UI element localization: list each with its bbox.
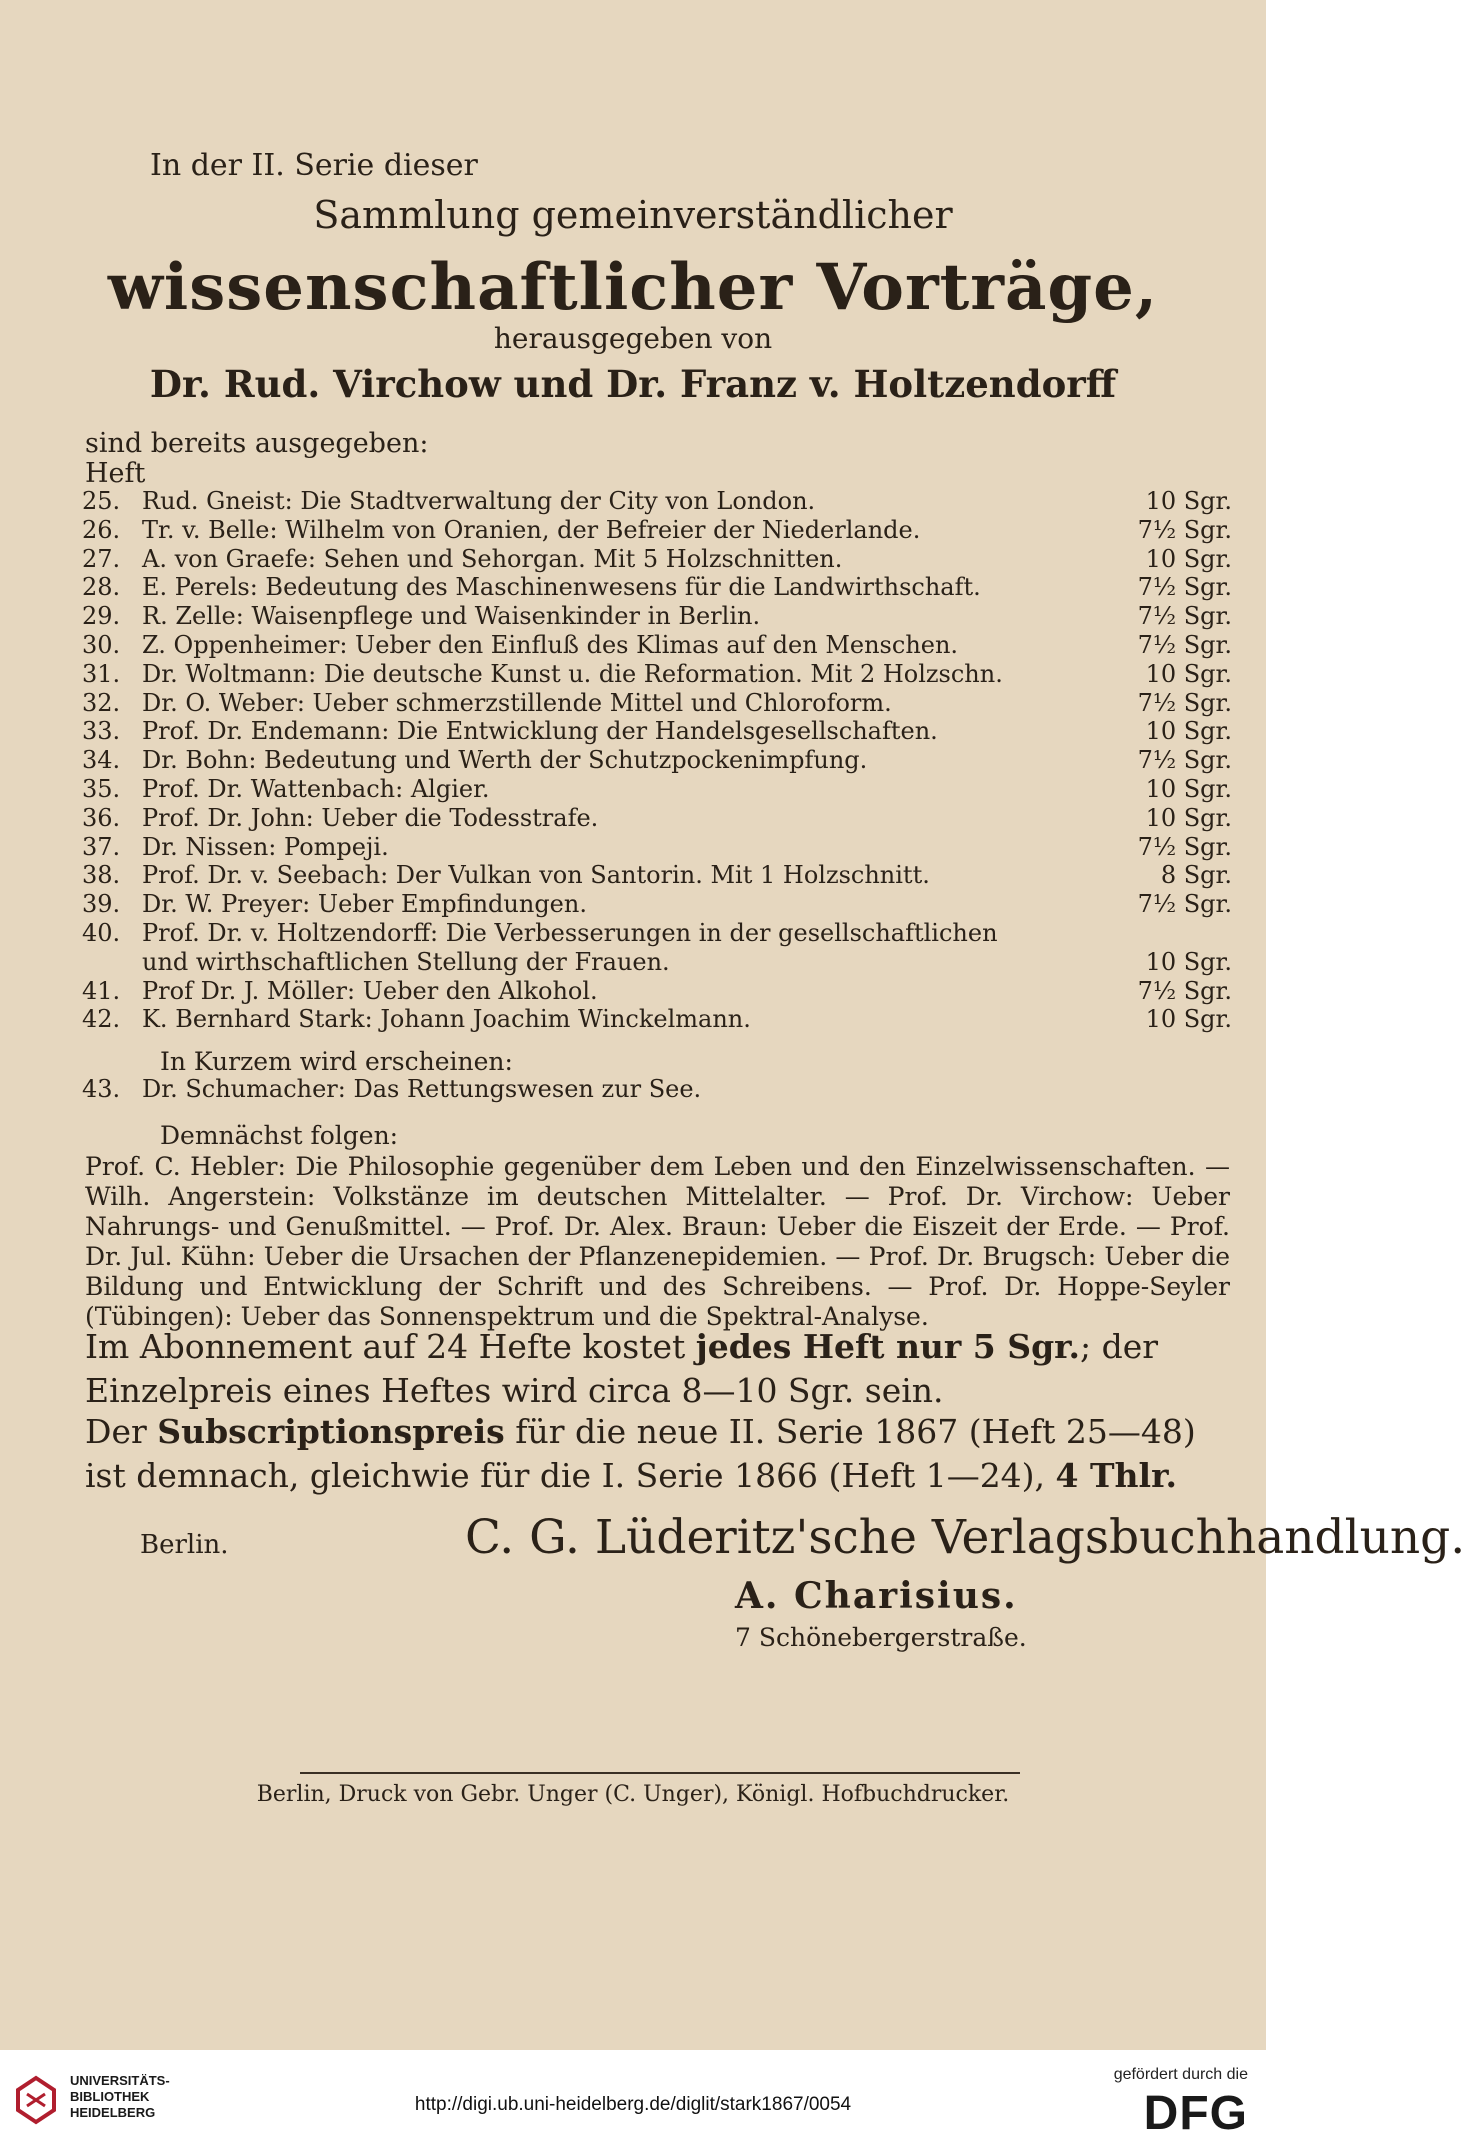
entry-text: Dr. Woltmann: Die deutsche Kunst u. die Reformation. Mit 2 Holzschn. (142, 659, 1003, 688)
entry-row (82, 977, 1232, 1006)
entry-text: Prof. Dr. John: Ueber die Todesstrafe. (142, 803, 599, 832)
editors-intro: herausgegeben von (493, 322, 773, 355)
heft-label: Heft (85, 458, 146, 489)
abo-price: jedes Heft nur 5 Sgr. (695, 1327, 1081, 1366)
entry-text: Z. Oppenheimer: Ueber den Einfluß des Klimas auf den Menschen. (142, 631, 959, 659)
funded-by-label: gefördert durch die (1113, 2066, 1248, 2083)
printer-line: Berlin, Druck von Gebr. Unger (C. Unger), Königl. Hofbuchdrucker. (256, 1782, 1010, 1807)
divider (300, 1772, 1020, 1774)
entry-text: E. Perels: Bedeutung des Maschinenwesens für die Landwirthschaft. (142, 573, 981, 602)
entry-row (82, 602, 1232, 631)
entry-number: 27. (82, 544, 121, 573)
entry-number: 30. (82, 631, 121, 659)
entry-price: 7½ Sgr. (1137, 573, 1232, 602)
soon-entry (82, 1075, 1232, 1104)
entry-row (82, 833, 1232, 862)
next-label: Demnächst folgen: (160, 1121, 399, 1150)
published-intro: sind bereits ausgegeben: (85, 428, 429, 459)
library-name-line: UNIVERSITÄTS- (70, 2073, 170, 2088)
entry-row (82, 890, 1232, 919)
entry-row (82, 516, 1232, 545)
entry-row (82, 804, 1232, 833)
entry-text: Rud. Gneist: Die Stadtverwaltung der City von London. (142, 487, 816, 515)
entry-number: 37. (82, 832, 121, 861)
entry-text: Dr. Nissen: Pompeji. (142, 832, 389, 861)
soon-entry-text: Dr. Schumacher: Das Rettungswesen zur See. (142, 1075, 702, 1103)
owner-name: A. Charisius. (735, 1575, 1018, 1617)
subscr-label: Subscriptionspreis (157, 1412, 505, 1451)
entry-price: 10 Sgr. (1145, 659, 1232, 688)
entry-price: 7½ Sgr. (1137, 832, 1232, 861)
soon-label: In Kurzem wird erscheinen: (160, 1047, 513, 1076)
entry-row (82, 919, 1232, 948)
subscr-mid: für die neue II. Serie 1867 (Heft 25—48) ist demnach, gleichwie für die I. Serie 1866 (Heft 1—24), (85, 1412, 1196, 1495)
entry-number: 26. (82, 515, 121, 544)
subscr-price: 4 Thlr. (1055, 1456, 1177, 1495)
subscription-price-note (85, 1410, 1230, 1498)
entry-text: Dr. O. Weber: Ueber schmerzstillende Mittel und Chloroform. (142, 688, 892, 717)
entry-price: 10 Sgr. (1145, 947, 1232, 976)
editors-names: Dr. Rud. Virchow und Dr. Franz v. Holtzendorff (149, 362, 1117, 406)
entry-row (82, 631, 1232, 660)
entry-number: 35. (82, 775, 121, 803)
entry-number: 28. (82, 573, 121, 602)
entry-number: 33. (82, 717, 121, 746)
entry-row (82, 948, 1232, 977)
entry-text: A. von Graefe: Sehen und Sehorgan. Mit 5 Holzschnitten. (142, 544, 843, 573)
entry-text: K. Bernhard Stark: Johann Joachim Winckelmann. (142, 1005, 751, 1034)
entry-text: Dr. W. Preyer: Ueber Empfindungen. (142, 890, 587, 919)
entry-row (82, 573, 1232, 602)
entry-price: 10 Sgr. (1145, 1005, 1232, 1034)
entry-price: 7½ Sgr. (1137, 515, 1232, 544)
entry-text: Prof. Dr. Endemann: Die Entwicklung der Handelsgesellschaften. (142, 717, 938, 746)
series-intro-line: In der II. Serie dieser (150, 148, 478, 183)
entry-price: 10 Sgr. (1145, 775, 1232, 803)
next-paragraph: Prof. C. Hebler: Die Philosophie gegenüber dem Leben und den Einzelwissenschaften. — Wilh. Angerstein: Volkstänze im deutschen Mittelalter. — Prof. Dr. Virchow: Ueber Nahrungs- und Genußmittel. — Prof. Dr. Alex. Braun: Ueber die Eiszeit der Erde. — Prof. Dr. Jul. Kühn: Ueber die Ursachen der Pflanzenepidemien. — Prof. Dr. Brugsch: Ueber die Bildung und Entwicklung der Schrift und des Schreibens. — Prof. Dr. Hoppe-Seyler (Tübingen): Ueber das Sonnenspektrum und die Spektral-Analyse. (85, 1152, 1230, 1331)
abo-text: Im Abonnement auf 24 Hefte kostet (85, 1327, 696, 1366)
entry-row (82, 545, 1232, 574)
library-name-line: BIBLIOTHEK (70, 2089, 150, 2104)
entry-price: 8 Sgr. (1160, 861, 1232, 890)
subscr-text: Der (85, 1412, 158, 1451)
entry-number: 32. (82, 688, 121, 717)
entry-price: 7½ Sgr. (1137, 890, 1232, 919)
entry-text: Prof. Dr. v. Seebach: Der Vulkan von Santorin. Mit 1 Holzschnitt. (142, 861, 930, 890)
entry-text: und wirthschaftlichen Stellung der Frauen. (142, 947, 670, 976)
entry-row (82, 1005, 1232, 1034)
permalink-url[interactable]: http://digi.ub.uni-heidelberg.de/diglit/stark1867/0054 (414, 2094, 852, 2115)
entry-row (82, 717, 1232, 746)
entry-row (82, 746, 1232, 775)
entry-number: 41. (82, 976, 121, 1005)
entry-price: 7½ Sgr. (1137, 602, 1232, 631)
place-label: Berlin. (140, 1530, 229, 1560)
entry-row (82, 689, 1232, 718)
entry-text: Dr. Bohn: Bedeutung und Werth der Schutzpockenimpfung. (142, 746, 868, 775)
entry-row (82, 775, 1232, 804)
entry-price: 10 Sgr. (1145, 717, 1232, 746)
entry-price: 10 Sgr. (1145, 803, 1232, 832)
entry-price: 7½ Sgr. (1137, 976, 1232, 1005)
entry-number: 25. (82, 487, 121, 515)
subscription-note (85, 1325, 1230, 1413)
soon-entry-number: 43. (82, 1075, 121, 1103)
entry-text: Prof Dr. J. Möller: Ueber den Alkohol. (142, 976, 598, 1005)
library-name-line: HEIDELBERG (70, 2105, 156, 2120)
entry-text: Prof. Dr. Wattenbach: Algier. (142, 775, 490, 803)
entry-number: 42. (82, 1005, 121, 1034)
entry-price: 7½ Sgr. (1137, 631, 1232, 659)
entry-price: 10 Sgr. (1145, 544, 1232, 573)
entry-text: Prof. Dr. v. Holtzendorff: Die Verbesserungen in der gesellschaftlichen (142, 919, 998, 947)
entry-number: 40. (82, 919, 121, 947)
main-title: wissenschaftlicher Vorträge, (107, 250, 1159, 325)
entry-row (82, 487, 1232, 516)
entry-row (82, 861, 1232, 890)
abo-rest: ; der Einzelpreis eines Heftes wird circa 8—10 Sgr. sein. (85, 1327, 1159, 1410)
entry-number: 36. (82, 803, 121, 832)
entry-number: 39. (82, 890, 121, 919)
entry-price: 10 Sgr. (1145, 487, 1232, 515)
entry-number: 31. (82, 659, 121, 688)
entry-number: 38. (82, 861, 121, 890)
dfg-logo: DFG (1143, 2087, 1248, 2140)
entry-price: 7½ Sgr. (1137, 746, 1232, 775)
entry-row (82, 660, 1232, 689)
entry-text: Tr. v. Belle: Wilhelm von Oranien, der Befreier der Niederlande. (142, 515, 921, 544)
collection-title-line: Sammlung gemeinverständlicher (313, 193, 953, 237)
entry-number: 34. (82, 746, 121, 775)
publisher-name: C. G. Lüderitz'sche Verlagsbuchhandlung. (465, 1510, 1465, 1565)
entry-number: 29. (82, 602, 121, 631)
entry-text: R. Zelle: Waisenpflege und Waisenkinder in Berlin. (142, 602, 761, 631)
entry-price: 7½ Sgr. (1137, 688, 1232, 717)
publisher-address: 7 Schönebergerstraße. (735, 1623, 1027, 1652)
